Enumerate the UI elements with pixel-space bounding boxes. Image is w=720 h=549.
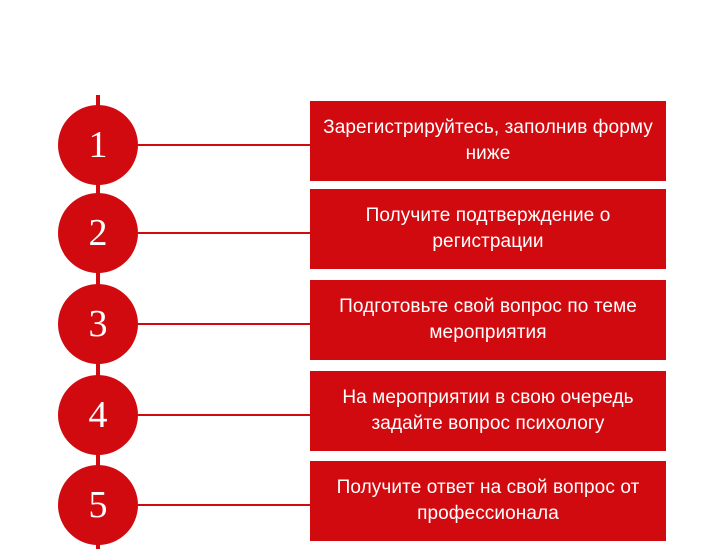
step-number-badge (58, 465, 138, 545)
step-connector-line (138, 323, 310, 325)
step-item (0, 183, 720, 275)
step-item (0, 455, 720, 547)
step-number-badge (58, 105, 138, 185)
step-connector-line (138, 504, 310, 506)
step-text-label: Получите подтверждение о регистрации (365, 204, 611, 252)
step-number-badge (58, 193, 138, 273)
step-text-box (310, 101, 666, 181)
step-item (0, 274, 720, 366)
step-text-label: Зарегистрируйтесь, заполнив форму ниже (323, 116, 653, 164)
step-text-box (310, 371, 666, 451)
step-connector-line (138, 232, 310, 234)
step-item (0, 365, 720, 457)
step-number-label: 2 (88, 212, 108, 254)
step-number-badge (58, 284, 138, 364)
step-text-label: На мероприятии в свою очередь задайте вопрос психологу (342, 386, 634, 434)
step-text-box (310, 280, 666, 360)
step-text-label: Подготовьте свой вопрос по теме мероприятия (339, 295, 637, 343)
step-number-label: 5 (88, 484, 108, 526)
step-connector-line (138, 144, 310, 146)
step-connector-line (138, 414, 310, 416)
step-text-box (310, 189, 666, 269)
step-text-label: Получите ответ на свой вопрос от профессионала (336, 476, 640, 524)
step-number-label: 4 (88, 394, 108, 436)
step-number-label: 1 (88, 124, 108, 166)
step-item (0, 95, 720, 187)
step-text-box (310, 461, 666, 541)
step-number-label: 3 (88, 303, 108, 345)
step-number-badge (58, 375, 138, 455)
